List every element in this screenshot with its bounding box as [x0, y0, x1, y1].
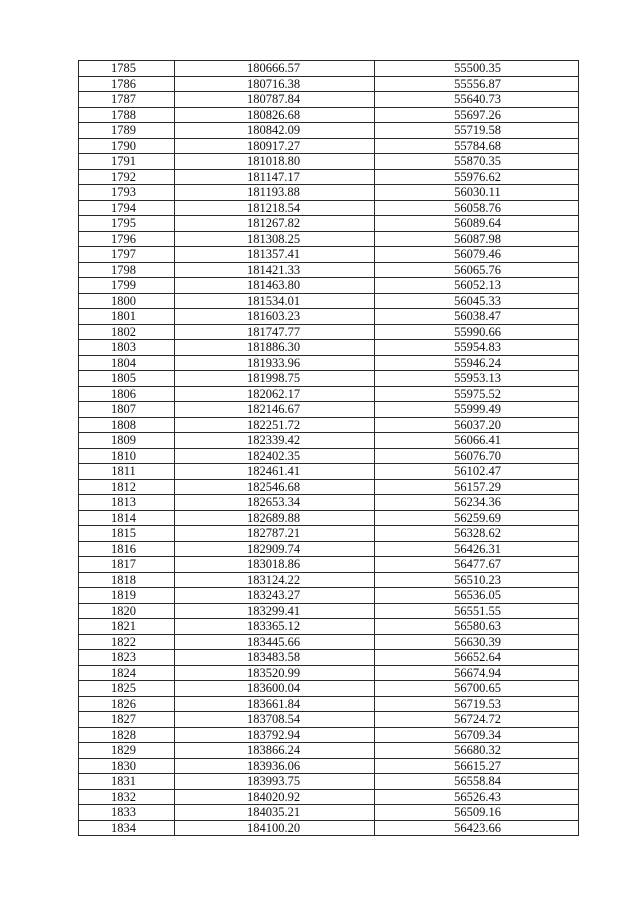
x-coordinate-cell: 180917.27: [175, 138, 375, 154]
y-coordinate-cell: 55999.49: [375, 402, 579, 418]
y-coordinate-cell: 55954.83: [375, 340, 579, 356]
point-number-cell: 1791: [79, 154, 175, 170]
x-coordinate-cell: 181267.82: [175, 216, 375, 232]
x-coordinate-cell: 182251.72: [175, 417, 375, 433]
y-coordinate-cell: 55946.24: [375, 355, 579, 371]
point-number-cell: 1810: [79, 448, 175, 464]
table-row: [79, 510, 579, 526]
y-coordinate-cell: 56719.53: [375, 696, 579, 712]
point-number-cell: 1807: [79, 402, 175, 418]
table-row: [79, 650, 579, 666]
x-coordinate-cell: 183365.12: [175, 619, 375, 635]
point-number-cell: 1789: [79, 123, 175, 139]
y-coordinate-cell: 56089.64: [375, 216, 579, 232]
point-number-cell: 1824: [79, 665, 175, 681]
x-coordinate-cell: 181308.25: [175, 231, 375, 247]
x-coordinate-cell: 184035.21: [175, 805, 375, 821]
table-row: [79, 727, 579, 743]
table-row: [79, 417, 579, 433]
y-coordinate-cell: 56087.98: [375, 231, 579, 247]
x-coordinate-cell: 183520.99: [175, 665, 375, 681]
x-coordinate-cell: 184100.20: [175, 820, 375, 836]
table-row: [79, 464, 579, 480]
x-coordinate-cell: 182461.41: [175, 464, 375, 480]
y-coordinate-cell: 56102.47: [375, 464, 579, 480]
table-row: [79, 247, 579, 263]
x-coordinate-cell: 181534.01: [175, 293, 375, 309]
x-coordinate-cell: 183866.24: [175, 743, 375, 759]
y-coordinate-cell: 56510.23: [375, 572, 579, 588]
table-row: [79, 557, 579, 573]
x-coordinate-cell: 181933.96: [175, 355, 375, 371]
point-number-cell: 1814: [79, 510, 175, 526]
x-coordinate-cell: 182062.17: [175, 386, 375, 402]
y-coordinate-cell: 56630.39: [375, 634, 579, 650]
y-coordinate-cell: 56234.36: [375, 495, 579, 511]
y-coordinate-cell: 55975.52: [375, 386, 579, 402]
point-number-cell: 1826: [79, 696, 175, 712]
point-number-cell: 1834: [79, 820, 175, 836]
point-number-cell: 1825: [79, 681, 175, 697]
y-coordinate-cell: 56426.31: [375, 541, 579, 557]
x-coordinate-cell: 183993.75: [175, 774, 375, 790]
y-coordinate-cell: 56037.20: [375, 417, 579, 433]
point-number-cell: 1817: [79, 557, 175, 573]
y-coordinate-cell: 56477.67: [375, 557, 579, 573]
table-row: [79, 603, 579, 619]
point-number-cell: 1792: [79, 169, 175, 185]
x-coordinate-cell: 180716.38: [175, 76, 375, 92]
x-coordinate-cell: 184020.92: [175, 789, 375, 805]
point-number-cell: 1815: [79, 526, 175, 542]
y-coordinate-cell: 56680.32: [375, 743, 579, 759]
y-coordinate-cell: 56615.27: [375, 758, 579, 774]
x-coordinate-cell: 181218.54: [175, 200, 375, 216]
table-row: [79, 138, 579, 154]
point-number-cell: 1820: [79, 603, 175, 619]
table-row: [79, 805, 579, 821]
table-row: [79, 433, 579, 449]
x-coordinate-cell: 181886.30: [175, 340, 375, 356]
point-number-cell: 1798: [79, 262, 175, 278]
x-coordinate-cell: 181421.33: [175, 262, 375, 278]
x-coordinate-cell: 183124.22: [175, 572, 375, 588]
table-row: [79, 789, 579, 805]
table-row: [79, 278, 579, 294]
point-number-cell: 1833: [79, 805, 175, 821]
x-coordinate-cell: 182146.67: [175, 402, 375, 418]
y-coordinate-cell: 56580.63: [375, 619, 579, 635]
x-coordinate-cell: 180826.68: [175, 107, 375, 123]
point-number-cell: 1821: [79, 619, 175, 635]
point-number-cell: 1809: [79, 433, 175, 449]
x-coordinate-cell: 183708.54: [175, 712, 375, 728]
table-row: [79, 495, 579, 511]
table-row: [79, 572, 579, 588]
y-coordinate-cell: 56536.05: [375, 588, 579, 604]
y-coordinate-cell: 55990.66: [375, 324, 579, 340]
table-row: [79, 355, 579, 371]
point-number-cell: 1808: [79, 417, 175, 433]
table-row: [79, 61, 579, 77]
point-number-cell: 1796: [79, 231, 175, 247]
y-coordinate-cell: 56066.41: [375, 433, 579, 449]
y-coordinate-cell: 56423.66: [375, 820, 579, 836]
x-coordinate-cell: 181357.41: [175, 247, 375, 263]
y-coordinate-cell: 56030.11: [375, 185, 579, 201]
y-coordinate-cell: 55697.26: [375, 107, 579, 123]
y-coordinate-cell: 55500.35: [375, 61, 579, 77]
y-coordinate-cell: 56157.29: [375, 479, 579, 495]
point-number-cell: 1797: [79, 247, 175, 263]
point-number-cell: 1800: [79, 293, 175, 309]
table-row: [79, 681, 579, 697]
table-row: [79, 107, 579, 123]
y-coordinate-cell: 56652.64: [375, 650, 579, 666]
y-coordinate-cell: 55976.62: [375, 169, 579, 185]
x-coordinate-cell: 181603.23: [175, 309, 375, 325]
table-row: [79, 76, 579, 92]
y-coordinate-cell: 56674.94: [375, 665, 579, 681]
y-coordinate-cell: 55870.35: [375, 154, 579, 170]
y-coordinate-cell: 56038.47: [375, 309, 579, 325]
point-number-cell: 1813: [79, 495, 175, 511]
x-coordinate-cell: 181463.80: [175, 278, 375, 294]
y-coordinate-cell: 56076.70: [375, 448, 579, 464]
table-row: [79, 479, 579, 495]
point-number-cell: 1818: [79, 572, 175, 588]
x-coordinate-cell: 180666.57: [175, 61, 375, 77]
point-number-cell: 1790: [79, 138, 175, 154]
y-coordinate-cell: 56709.34: [375, 727, 579, 743]
point-number-cell: 1812: [79, 479, 175, 495]
y-coordinate-cell: 56724.72: [375, 712, 579, 728]
y-coordinate-cell: 55953.13: [375, 371, 579, 387]
y-coordinate-cell: 56065.76: [375, 262, 579, 278]
y-coordinate-cell: 56058.76: [375, 200, 579, 216]
table-row: [79, 712, 579, 728]
x-coordinate-cell: 182689.88: [175, 510, 375, 526]
point-number-cell: 1799: [79, 278, 175, 294]
table-row: [79, 123, 579, 139]
table-row: [79, 169, 579, 185]
x-coordinate-cell: 181193.88: [175, 185, 375, 201]
table-row: [79, 371, 579, 387]
table-row: [79, 526, 579, 542]
point-number-cell: 1822: [79, 634, 175, 650]
table-row: [79, 774, 579, 790]
y-coordinate-cell: 56328.62: [375, 526, 579, 542]
point-number-cell: 1806: [79, 386, 175, 402]
point-number-cell: 1823: [79, 650, 175, 666]
x-coordinate-cell: 183600.04: [175, 681, 375, 697]
point-number-cell: 1794: [79, 200, 175, 216]
table-row: [79, 154, 579, 170]
x-coordinate-cell: 183792.94: [175, 727, 375, 743]
point-number-cell: 1816: [79, 541, 175, 557]
x-coordinate-cell: 183018.86: [175, 557, 375, 573]
x-coordinate-cell: 182339.42: [175, 433, 375, 449]
y-coordinate-cell: 56052.13: [375, 278, 579, 294]
point-number-cell: 1819: [79, 588, 175, 604]
table-row: [79, 758, 579, 774]
y-coordinate-cell: 56700.65: [375, 681, 579, 697]
table-row: [79, 402, 579, 418]
x-coordinate-cell: 183299.41: [175, 603, 375, 619]
point-number-cell: 1804: [79, 355, 175, 371]
x-coordinate-cell: 181747.77: [175, 324, 375, 340]
table-row: [79, 588, 579, 604]
point-number-cell: 1805: [79, 371, 175, 387]
point-number-cell: 1788: [79, 107, 175, 123]
y-coordinate-cell: 55719.58: [375, 123, 579, 139]
table-row: [79, 340, 579, 356]
point-number-cell: 1793: [79, 185, 175, 201]
y-coordinate-cell: 56509.16: [375, 805, 579, 821]
table-row: [79, 293, 579, 309]
x-coordinate-cell: 183483.58: [175, 650, 375, 666]
point-number-cell: 1802: [79, 324, 175, 340]
x-coordinate-cell: 183243.27: [175, 588, 375, 604]
x-coordinate-cell: 183936.06: [175, 758, 375, 774]
point-number-cell: 1831: [79, 774, 175, 790]
x-coordinate-cell: 182402.35: [175, 448, 375, 464]
table-row: [79, 200, 579, 216]
x-coordinate-cell: 182787.21: [175, 526, 375, 542]
table-row: [79, 541, 579, 557]
x-coordinate-cell: 180787.84: [175, 92, 375, 108]
table-row: [79, 324, 579, 340]
table-row: [79, 743, 579, 759]
x-coordinate-cell: 181998.75: [175, 371, 375, 387]
y-coordinate-cell: 56551.55: [375, 603, 579, 619]
point-number-cell: 1829: [79, 743, 175, 759]
x-coordinate-cell: 181147.17: [175, 169, 375, 185]
point-number-cell: 1832: [79, 789, 175, 805]
y-coordinate-cell: 55640.73: [375, 92, 579, 108]
table-row: [79, 309, 579, 325]
table-row: [79, 216, 579, 232]
x-coordinate-cell: 183661.84: [175, 696, 375, 712]
y-coordinate-cell: 56558.84: [375, 774, 579, 790]
point-number-cell: 1787: [79, 92, 175, 108]
x-coordinate-cell: 182546.68: [175, 479, 375, 495]
x-coordinate-cell: 182653.34: [175, 495, 375, 511]
point-number-cell: 1786: [79, 76, 175, 92]
table-row: [79, 448, 579, 464]
y-coordinate-cell: 56526.43: [375, 789, 579, 805]
y-coordinate-cell: 55784.68: [375, 138, 579, 154]
x-coordinate-cell: 183445.66: [175, 634, 375, 650]
table-row: [79, 634, 579, 650]
table-row: [79, 665, 579, 681]
y-coordinate-cell: 56079.46: [375, 247, 579, 263]
point-number-cell: 1803: [79, 340, 175, 356]
x-coordinate-cell: 182909.74: [175, 541, 375, 557]
table-row: [79, 820, 579, 836]
coordinate-table-body: [79, 61, 579, 836]
table-row: [79, 262, 579, 278]
table-row: [79, 231, 579, 247]
x-coordinate-cell: 181018.80: [175, 154, 375, 170]
table-row: [79, 696, 579, 712]
coordinate-table: [78, 60, 579, 836]
table-row: [79, 185, 579, 201]
y-coordinate-cell: 56259.69: [375, 510, 579, 526]
x-coordinate-cell: 180842.09: [175, 123, 375, 139]
point-number-cell: 1801: [79, 309, 175, 325]
table-row: [79, 92, 579, 108]
point-number-cell: 1827: [79, 712, 175, 728]
table-row: [79, 386, 579, 402]
y-coordinate-cell: 56045.33: [375, 293, 579, 309]
point-number-cell: 1795: [79, 216, 175, 232]
point-number-cell: 1830: [79, 758, 175, 774]
point-number-cell: 1785: [79, 61, 175, 77]
point-number-cell: 1828: [79, 727, 175, 743]
table-row: [79, 619, 579, 635]
y-coordinate-cell: 55556.87: [375, 76, 579, 92]
point-number-cell: 1811: [79, 464, 175, 480]
